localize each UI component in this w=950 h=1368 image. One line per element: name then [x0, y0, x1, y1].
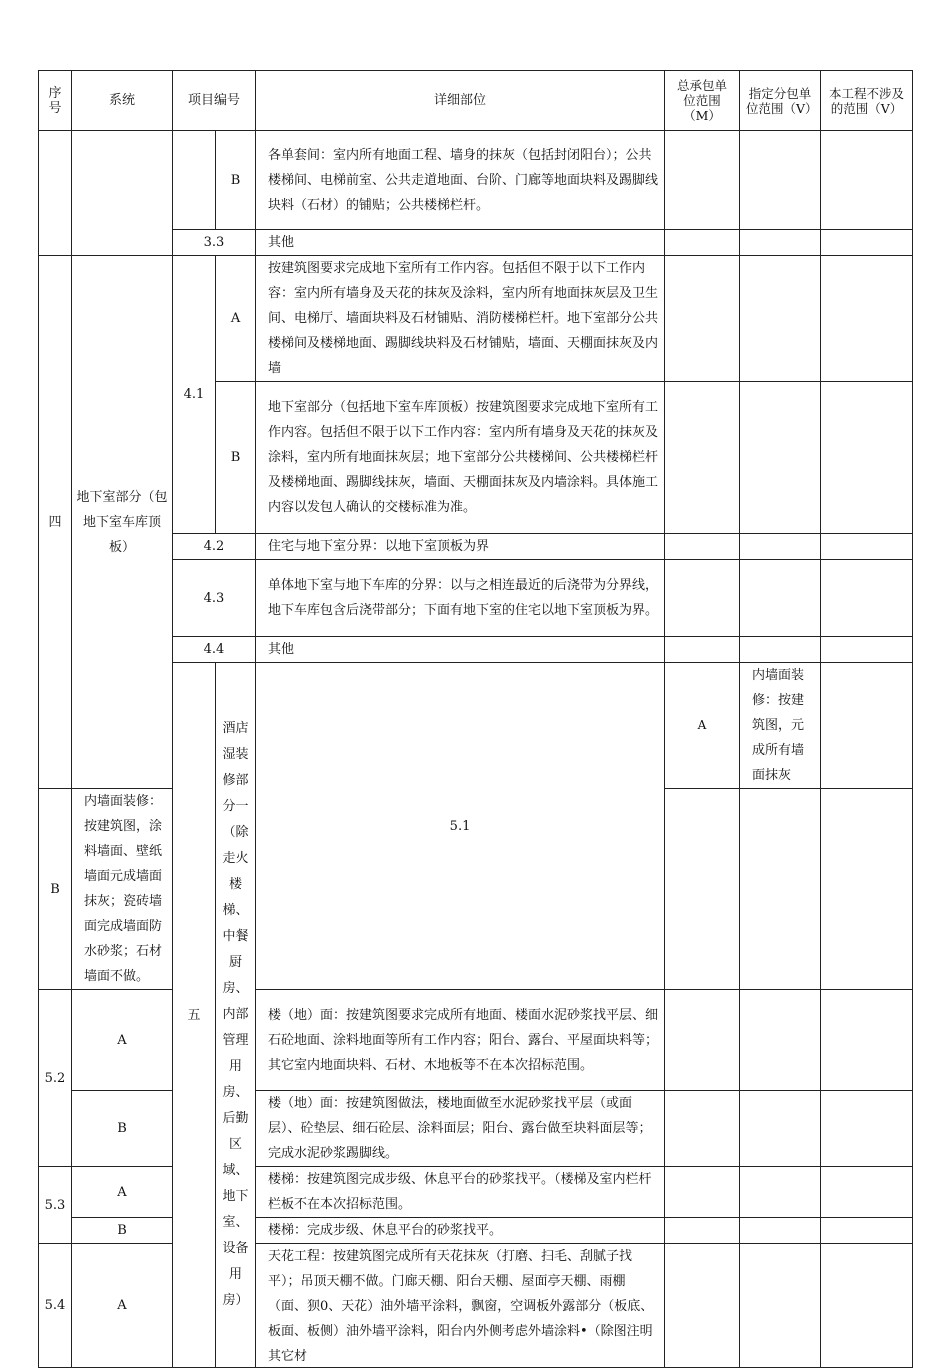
detail-cell: 楼梯：完成步级、休息平台的砂浆找平。 — [256, 1218, 665, 1244]
detail-cell: 楼（地）面：按建筑图要求完成所有地面、楼面水泥砂浆找平层、细石砼地面、涂料地面等所有工作内容；阳台、露台、平屋面块料等；其它室内地面块料、石材、木地板等不在本次招标范围。 — [256, 990, 665, 1091]
header-row — [39, 71, 913, 131]
item-no: 5.1 — [256, 663, 665, 990]
scope-table — [38, 70, 913, 1368]
table-row — [39, 1091, 913, 1167]
item-no: 4.4 — [173, 637, 256, 663]
sub-letter: B — [39, 789, 72, 990]
item-no: 5.3 — [39, 1167, 72, 1244]
table-row — [39, 1244, 913, 1368]
table-row — [39, 990, 913, 1091]
section-system: 酒店湿装修部分一（除走火楼梯、中餐厨房、内部管理用房、后勤区域、地下室、设备用房） — [216, 663, 256, 1368]
sub-letter: B — [216, 382, 256, 534]
scope-m-cell — [665, 131, 740, 230]
item-no: 5.4 — [39, 1244, 72, 1368]
header-seq: 序号 — [39, 71, 72, 131]
detail-cell: 楼梯：按建筑图完成步级、休息平台的砂浆找平。（楼梯及室内栏杆栏板不在本次招标范围。 — [256, 1167, 665, 1218]
detail-cell: 内墙面装修：按建筑图，涂料墙面、壁纸墙面元成墙面抹灰；瓷砖墙面完成墙面防水砂浆；石材墙面不做。 — [72, 789, 173, 990]
scope-v-cell — [740, 131, 821, 230]
section-seq: 四 — [39, 256, 72, 789]
sub-letter: A — [665, 663, 740, 789]
item-no: 3.3 — [173, 230, 256, 256]
sub-letter: A — [72, 1167, 173, 1218]
header-detail: 详细部位 — [256, 71, 665, 131]
scope-x-cell — [821, 131, 913, 230]
system-cell — [72, 131, 173, 256]
section-system: 地下室部分（包地下室车库顶板） — [72, 256, 173, 789]
sub-letter: B — [72, 1218, 173, 1244]
table-row — [39, 256, 913, 382]
item-no: 5.2 — [39, 990, 72, 1167]
header-system: 系统 — [72, 71, 173, 131]
sub-letter: B — [216, 131, 256, 230]
detail-cell: 各单套间：室内所有地面工程、墙身的抹灰（包括封闭阳台）；公共楼梯间、电梯前室、公共走道地面、台阶、门廊等地面块料及踢脚线块料（石材）的铺贴；公共楼梯栏杆。 — [256, 131, 665, 230]
header-general: 总承包单位范围（M） — [665, 71, 740, 131]
header-item-no: 项目编号 — [173, 71, 256, 131]
detail-cell: 按建筑图要求完成地下室所有工作内容。包括但不限于以下工作内容：室内所有墙身及天花的抹灰及涂料，室内所有地面抹灰层及卫生间、电梯厅、墙面块料及石材铺贴、消防楼梯栏杆。地下室部分公共楼梯间及楼梯地面、踢脚线块料及石材铺贴，墙面、天棚面抹灰及内墙 — [268, 261, 659, 376]
detail-cell: 单体地下室与地下车库的分界：以与之相连最近的后浇带为分界线，地下车库包含后浇带部分；下面有地下室的住宅以地下室顶板为界。 — [256, 560, 665, 637]
table-row — [39, 1218, 913, 1244]
detail-cell: 楼（地）面：按建筑图做法，楼地面做至水泥砂浆找平层（或面层）、砼垫层、细石砼层、涂料面层；阳台、露台做至块料面层等；完成水泥砂浆踢脚线。 — [256, 1091, 665, 1167]
detail-cell: 其他 — [256, 637, 665, 663]
sub-letter: A — [72, 990, 173, 1091]
seq-cell — [39, 131, 72, 256]
item-no: 4.3 — [173, 560, 256, 637]
sub-letter: A — [72, 1244, 173, 1368]
detail-cell: 内墙面装修：按建筑图，元成所有墙面抹灰 — [740, 663, 821, 789]
detail-cell: 住宅与地下室分界：以地下室顶板为界 — [256, 534, 665, 560]
item-no-cell — [173, 131, 216, 230]
item-no: 4.2 — [173, 534, 256, 560]
table-row — [39, 131, 913, 230]
table-row — [39, 1167, 913, 1218]
item-no: 4.1 — [173, 256, 216, 534]
detail-cell: 天花工程：按建筑图完成所有天花抹灰（打磨、扫毛、刮腻子找平）；吊顶天棚不做。门廊天棚、阳台天棚、屋面亭天棚、雨棚（面、狈0、天花）油外墙平涂料，飘窗，空调板外露部分（板底、板面、板侧）油外墙平涂料，阳台内外侧考虑外墙涂料•（除图注明其它材 — [268, 1249, 654, 1364]
header-designated: 指定分包单位范围（V） — [740, 71, 821, 131]
sub-letter: B — [72, 1091, 173, 1167]
header-excluded: 本工程不涉及的范围（V） — [821, 71, 913, 131]
detail-cell: 地下室部分（包括地下室车库顶板）按建筑图要求完成地下室所有工作内容。包括但不限于以下工作内容：室内所有墙身及天花的抹灰及涂料，室内所有地面抹灰层；地下室部分公共楼梯间、公共楼梯栏杆及楼梯地面、踢脚线抹灰，墙面、天棚面抹灰及内墙涂料。具体施工内容以发包人确认的交楼标准为准。 — [256, 382, 665, 534]
sub-letter: A — [216, 256, 256, 382]
section-seq: 五 — [173, 663, 216, 1368]
detail-cell: 其他 — [256, 230, 665, 256]
